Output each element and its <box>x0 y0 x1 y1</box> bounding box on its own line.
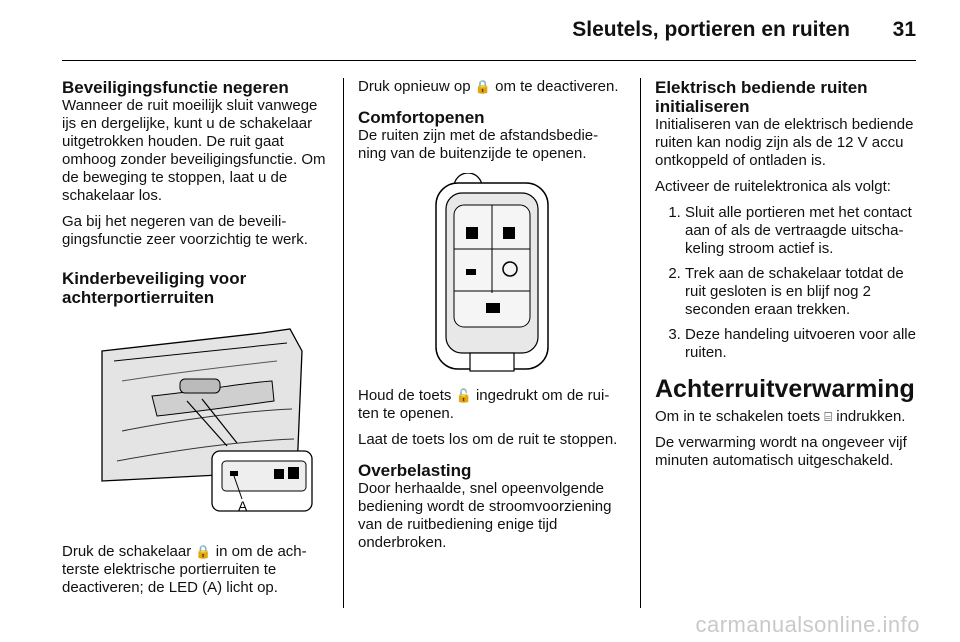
heading-override-safety: Beveiligingsfunctie negeren <box>62 78 289 97</box>
caption-text-end: in om de achterste elektrische portierruiten te deactiveren; de LED (A) licht op. <box>62 543 307 596</box>
list-item: 2. Trek aan de schakelaar totdat de ruit gesloten is en blijf nog 2 seconden eraan trekken. <box>685 265 920 319</box>
child-lock-icon: 🔒 <box>195 544 212 559</box>
caption-text-start: Druk de schakelaar <box>62 543 192 560</box>
watermark: carmanualsonline.info <box>695 612 920 637</box>
unlock-icon: 🔓 <box>455 388 472 403</box>
header-divider <box>62 60 916 61</box>
list-item: 3. Deze handeling uitvoeren voor alle ruiten. <box>685 326 920 362</box>
child-lock-icon: 🔒 <box>474 79 491 94</box>
paragraph: Activeer de ruitelektronica als volgt: <box>655 178 891 195</box>
list-item: 1. Sluit alle portieren met het contact aan of als de vertraagde uitschakeling stroom actief is. <box>685 204 920 258</box>
column-1 <box>62 78 332 605</box>
led-label-a: A <box>238 498 248 514</box>
trunk-icon <box>466 269 476 275</box>
heading-initialize-windows: Elektrisch bediende ruiten initialiseren <box>655 78 868 116</box>
steps-list <box>655 204 920 362</box>
page-header-title: Sleutels, portieren en ruiten <box>572 18 850 41</box>
page-number: 31 <box>892 18 916 41</box>
heading-overload: Overbelasting <box>358 461 472 480</box>
lock-icon <box>466 227 478 239</box>
paragraph: De verwarming wordt na ongeveer vijf minuten automatisch uitgeschakeld. <box>655 434 907 469</box>
paragraph: Wanneer de ruit moeilijk sluit vanwege ijs en dergelijke, kunt u de schakelaar uitgetrokken houden. De ruit gaat omhoog zonder beveiligingsfunctie. Om de beweging te stoppen, laat u de schakelaar los. <box>62 97 326 204</box>
door-panel-illustration <box>62 321 324 521</box>
caption-paragraph <box>62 543 332 597</box>
panic-icon <box>486 303 500 313</box>
paragraph: Houd de toets 🔓 ingedrukt om de ruiten te openen. <box>358 387 610 422</box>
unlock-icon <box>503 227 515 239</box>
column-divider <box>343 78 344 608</box>
rear-defrost-icon: ⌸ <box>824 409 833 424</box>
paragraph: Om in te schakelen toets ⌸ indrukken. <box>655 408 906 425</box>
column-2 <box>358 78 620 560</box>
paragraph: Ga bij het negeren van de beveiligingsfunctie zeer voorzichtig te werk. <box>62 213 308 248</box>
paragraph: Laat de toets los om de ruit te stoppen. <box>358 431 618 448</box>
paragraph: Door herhaalde, snel opeenvolgende bediening wordt de stroomvoorziening van de ruitbediening enige tijd onderbroken. <box>358 480 612 551</box>
paragraph: Druk opnieuw op 🔒 om te deactiveren. <box>358 78 619 95</box>
column-3 <box>655 78 920 478</box>
key-fob-illustration <box>358 173 620 373</box>
heading-comfort-open: Comfortopenen <box>358 108 485 127</box>
heading-rear-defrost: Achterruitverwarming <box>655 375 915 403</box>
column-divider <box>640 78 641 608</box>
paragraph: De ruiten zijn met de afstandsbediening van de buitenzijde te openen. <box>358 127 599 162</box>
paragraph: Initialiseren van de elektrisch bediende ruiten kan nodig zijn als de 12 V accu ontkoppeld of ontladen is. <box>655 116 914 169</box>
heading-child-lock: Kinderbeveiliging voor achterportierruiten <box>62 269 247 307</box>
